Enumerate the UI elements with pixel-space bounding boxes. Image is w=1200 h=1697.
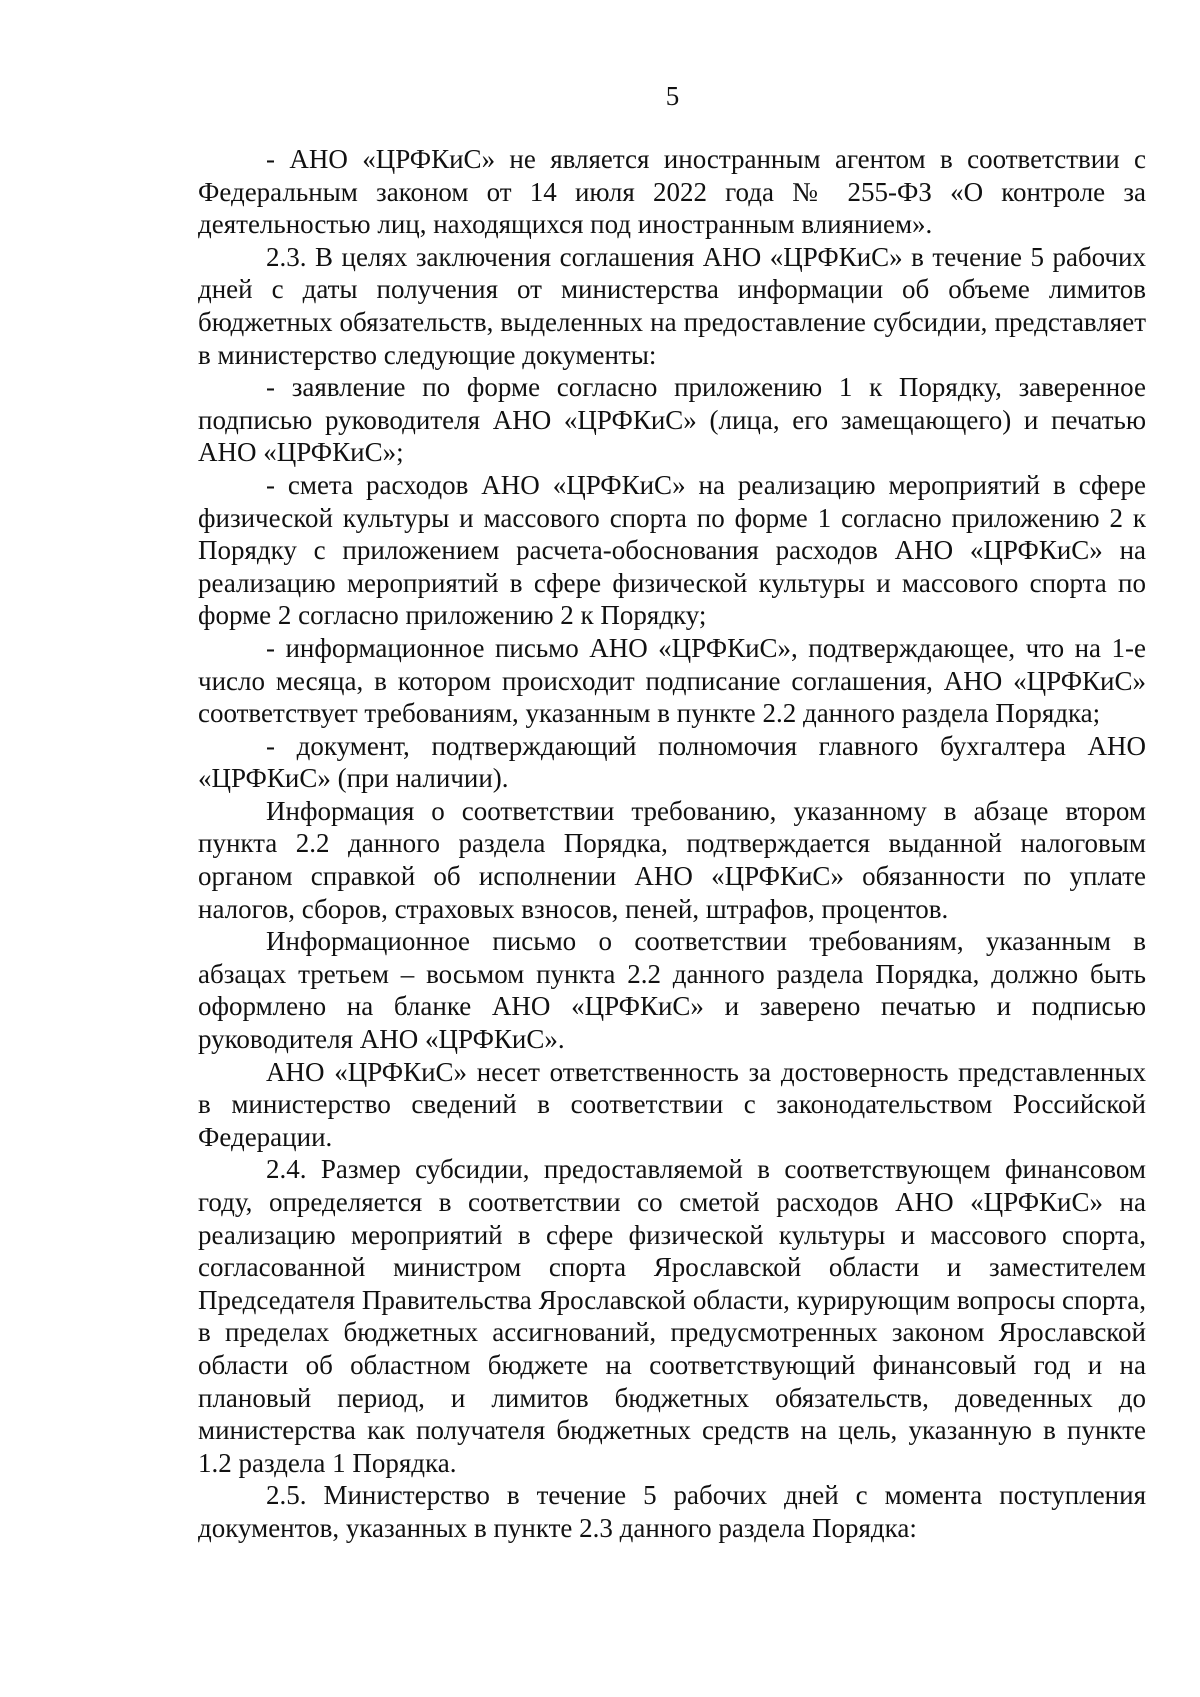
paragraph-letter-requirements: Информационное письмо о соответствии требованиям, указанным в абзацах третьем – восьмом пункта 2.2 данного раздела Порядка, должно быть оформлено на бланке АНО «ЦРФКиС» и заверено печатью и подписью руководителя АНО «ЦРФКиС». bbox=[198, 926, 1146, 1055]
paragraph-accountant-document: - документ, подтверждающий полномочия главного бухгалтера АНО «ЦРФКиС» (при наличии). bbox=[198, 730, 1146, 794]
paragraph-info-letter: - информационное письмо АНО «ЦРФКиС», подтверждающее, что на 1-е число месяца, в котором происходит подписание соглашения, АНО «ЦРФКиС» соответствует требованиям, указанным в пункте 2.2 данного раздела Порядка; bbox=[198, 632, 1146, 729]
paragraph-2-5: 2.5. Министерство в течение 5 рабочих дней с момента поступления документов, указанных в пункте 2.3 данного раздела Порядка: bbox=[198, 1480, 1146, 1543]
paragraph-foreign-agent: - АНО «ЦРФКиС» не является иностранным агентом в соответствии с Федеральным законом от 14 июля 2022 года № 255-ФЗ «О контроле за деятельностью лиц, находящихся под иностранным влиянием». bbox=[198, 144, 1146, 240]
document-body bbox=[198, 143, 1146, 1545]
page-number: 5 bbox=[665, 81, 680, 111]
paragraph-2-4: 2.4. Размер субсидии, предоставляемой в соответствующем финансовом году, определяется в соответствии со сметой расходов АНО «ЦРФКиС» на реализацию мероприятий в сфере физической культуры и массового спорта, согласованной министром спорта Ярославской области и заместителем Председателя Правительства Ярославской области, курирующим вопросы спорта, в пределах бюджетных ассигнований, предусмотренных законом Ярославской области об областном бюджете на соответствующий финансовый год и на плановый период, и лимитов бюджетных обязательств, доведенных до министерства как получателя бюджетных средств на цель, указанную в пункте 1.2 раздела 1 Порядка. bbox=[198, 1154, 1146, 1478]
paragraph-tax-certificate: Информация о соответствии требованию, указанному в абзаце втором пункта 2.2 данного раздела Порядка, подтверждается выданной налоговым органом справкой об исполнении АНО «ЦРФКиС» обязанности по уплате налогов, сборов, страховых взносов, пеней, штрафов, процентов. bbox=[198, 795, 1146, 924]
paragraph-responsibility: АНО «ЦРФКиС» несет ответственность за достоверность представленных в министерство сведений в соответствии с законодательством Российской Федерации. bbox=[198, 1056, 1146, 1152]
paragraph-cost-estimate: - смета расходов АНО «ЦРФКиС» на реализацию мероприятий в сфере физической культуры и массового спорта по форме 1 согласно приложению 2 к Порядку с приложением расчета-обоснования расходов АНО «ЦРФКиС» на реализацию мероприятий в сфере физической культуры и массового спорта по форме 2 согласно приложению 2 к Порядку; bbox=[198, 469, 1146, 631]
paragraph-2-3: 2.3. В целях заключения соглашения АНО «ЦРФКиС» в течение 5 рабочих дней с даты получения от министерства информации об объеме лимитов бюджетных обязательств, выделенных на предоставление субсидии, представляет в министерство следующие документы: bbox=[198, 241, 1146, 370]
paragraph-application: - заявление по форме согласно приложению 1 к Порядку, заверенное подписью руководителя АНО «ЦРФКиС» (лица, его замещающего) и печатью АНО «ЦРФКиС»; bbox=[198, 372, 1146, 468]
